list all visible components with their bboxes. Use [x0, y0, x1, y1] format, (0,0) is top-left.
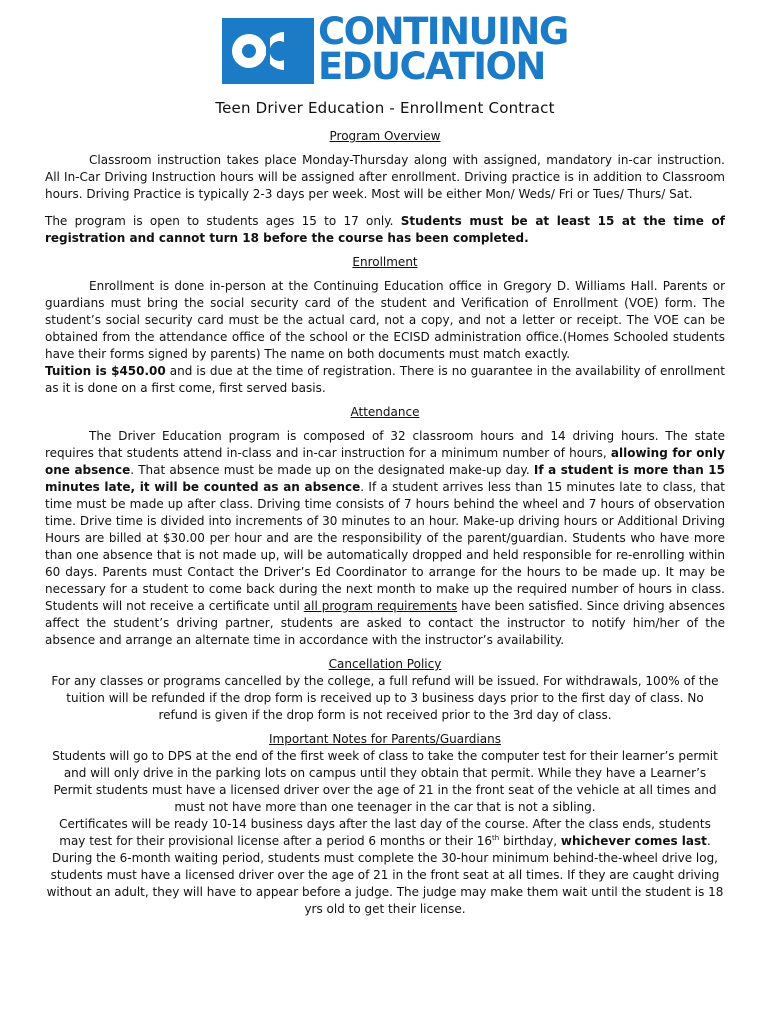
program-overview-heading: Program Overview — [329, 129, 441, 143]
tuition-amount: Tuition is $450.00 — [45, 364, 166, 378]
continuing-education-logo — [222, 10, 568, 88]
program-age-paragraph: The program is open to students ages 15 to 17 only. Students must be at least 15 at the time of registration and cannot turn 18 before the course has been completed. — [45, 214, 725, 245]
important-notes-paragraph-2: Certificates will be ready 10-14 business days after the last day of the course. After the class ends, students may test for their provisional license after a period 6 months or their 16th birthday, whichever comes last. During the 6-month waiting period, students must complete the 30-hour minimum behind-the-wheel drive log, students must have a licensed driver over the age of 21 in the front seat at all times. If they are caught driving without an adult, they will have to appear before a judge. The judge may make them wait until the student is 18 yrs old to get their license. — [46, 817, 724, 916]
attendance-heading: Attendance — [350, 405, 420, 419]
attendance-paragraph: The Driver Education program is composed of 32 classroom hours and 14 driving hours. The state requires that students attend in-class and in-car instruction for a minimum number of hours, allowing for only one absence. That absence must be made up on the designated make-up day. If a student is more than 15 minutes late, it will be counted as an absence. If a student arrives less than 15 minutes late to class, that time must be made up after class. Driving time consists of 7 hours behind the wheel and 7 hours of observation time. Drive time is divided into increments of 30 minutes to an hour. Make-up driving hours or Additional Driving Hours are billed at $30.00 per hour and are the responsibility of the parent/guardian. Students who have more than one absence that is not made up, will be automatically dropped and held responsible for re-enrolling within 60 days. Parents must Contact the Driver’s Ed Coordinator to arrange for the hours to be made up. It may be necessary for a student to come back during the next month to make up the required number of hours in class. Students will not receive a certificate until all program requirements have been satisfied. Since driving absences affect the student’s driving partner, students are asked to contact the instructor to notify him/her of the absence and arrange an alternate time in accordance with the instructor’s availability. — [45, 429, 725, 647]
logo-mark-icon — [222, 18, 314, 84]
cancellation-heading: Cancellation Policy — [328, 657, 442, 671]
cancellation-paragraph: For any classes or programs cancelled by the college, a full refund will be issued. For withdrawals, 100% of the tuition will be refunded if the drop form is received up to 3 business days prior to the first day of class. No refund is given if the drop form is not received prior to the 3rd day of class. — [51, 674, 719, 722]
logo-text-education: EDUCATION — [318, 45, 545, 88]
enrollment-paragraph: Enrollment is done in-person at the Continuing Education office in Gregory D. Williams Hall. Parents or guardians must bring the social security card of the student and Verification of Enrollment (VOE) form. The student’s social security card must be the actual card, not a copy, and not a letter or receipt. The VOE can be obtained from the attendance office of the school or the ECISD administration office.(Homes Schooled students have their forms signed by parents) The name on both documents must match exactly. — [45, 279, 725, 361]
tuition-paragraph: Tuition is $450.00 and is due at the time of registration. There is no guarantee in the availability of enrollment as it is done on a first come, first served basis. — [45, 364, 725, 395]
important-notes-heading: Important Notes for Parents/Guardians — [269, 732, 501, 746]
enrollment-heading: Enrollment — [352, 255, 418, 269]
age-requirement-bold: Students must be at least 15 at the time of registration and cannot turn 18 before the course has been completed. — [45, 214, 725, 245]
logo-text-continuing: CONTINUING — [318, 10, 568, 53]
program-overview-paragraph: Classroom instruction takes place Monday-Thursday along with assigned, mandatory in-car instruction. All In-Car Driving Instruction hours will be assigned after enrollment. Driving practice is in addition to Classroom hours. Driving Practice is typically 2-3 days per week. Most will be either Mon/ Weds/ Fri or Tues/ Thurs/ Sat. — [45, 153, 725, 201]
important-notes-paragraph-1: Students will go to DPS at the end of the first week of class to take the computer test for their learner’s permit and will only drive in the parking lots on campus until they obtain that permit. While they have a Learner’s Permit students must have a licensed driver over the age of 21 in the front seat of the vehicle at all times and must not have more than one teenager in the car that is not a sibling. — [52, 749, 718, 814]
document-title: Teen Driver Education - Enrollment Contract — [215, 99, 555, 117]
document-body — [45, 128, 725, 918]
